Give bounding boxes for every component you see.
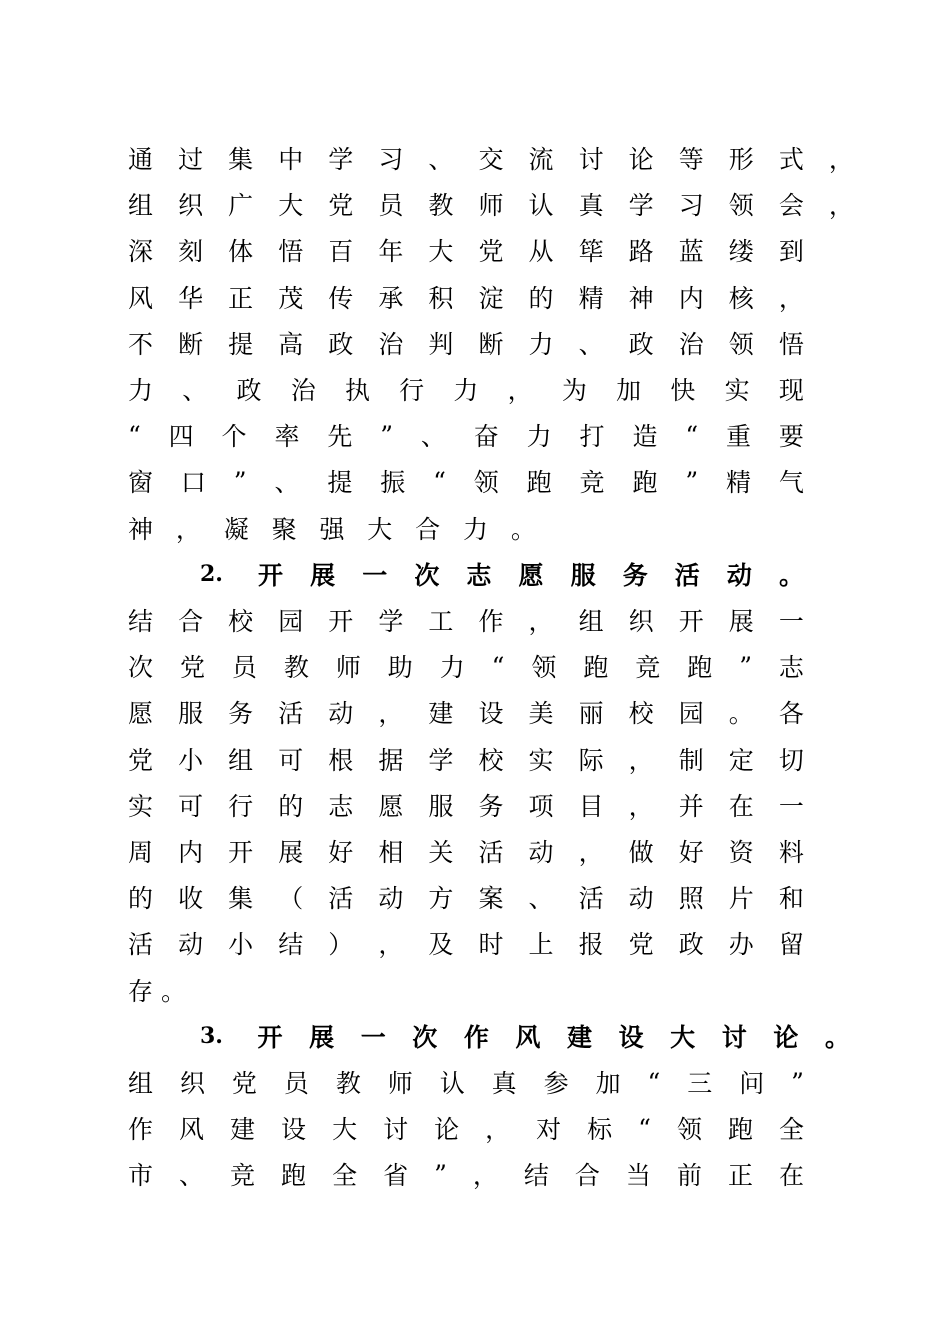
paragraph-line: 不 断 提 高 政 治 判 断 力 、 政 治 领 悟	[128, 330, 804, 359]
paragraph-line: 组 织 党 员 教 师 认 真 参 加 “ 三 问 ”	[128, 1067, 804, 1098]
paragraph-line: 作 风 建 设 大 讨 论 ， 对 标 “ 领 跑 全	[128, 1113, 804, 1144]
paragraph-line: 实 可 行 的 志 愿 服 务 项 目 ， 并 在 一	[128, 792, 804, 821]
paragraph-line: 风 华 正 茂 传 承 积 淀 的 精 神 内 核 ，	[128, 284, 804, 313]
paragraph-line: 次 党 员 教 师 助 力 “ 领 跑 竞 跑 ” 志	[128, 651, 804, 682]
paragraph-line: 窗 口 ” 、 提 振 “ 领 跑 竞 跑 ” 精 气	[128, 466, 804, 497]
paragraph-line: 通 过 集 中 学 习 、 交 流 讨 论 等 形 式 ，	[128, 145, 854, 174]
section-heading-3: 3. 开 展 一 次 作 风 建 设 大 讨 论 。	[200, 1023, 850, 1052]
section-heading-2: 2. 开 展 一 次 志 愿 服 务 活 动 。	[200, 561, 804, 590]
paragraph-line: 活 动 小 结 ） ， 及 时 上 报 党 政 办 留	[128, 930, 804, 959]
paragraph-line: 深 刻 体 悟 百 年 大 党 从 筚 路 蓝 缕 到	[128, 237, 804, 266]
heading-number: 3.	[200, 1023, 223, 1049]
paragraph-line: 党 小 组 可 根 据 学 校 实 际 ， 制 定 切	[128, 746, 804, 775]
heading-number: 2.	[200, 561, 223, 587]
paragraph-line: 愿 服 务 活 动 ， 建 设 美 丽 校 园 。 各	[128, 699, 804, 728]
paragraph-line: 的 收 集 （ 活 动 方 案 、 活 动 照 片 和	[128, 884, 804, 913]
paragraph-line: 市 、 竞 跑 全 省 ” ， 结 合 当 前 正 在	[128, 1159, 804, 1190]
paragraph-line: 结 合 校 园 开 学 工 作 ， 组 织 开 展 一	[128, 607, 804, 636]
paragraph-line: 存 。	[128, 977, 186, 1006]
paragraph-line: 组 织 广 大 党 员 教 师 认 真 学 习 领 会 ，	[128, 191, 854, 220]
paragraph-line: “ 四 个 率 先 ” 、 奋 力 打 造 “ 重 要	[128, 420, 804, 451]
paragraph-line: 神 ， 凝 聚 强 大 合 力 。	[128, 515, 536, 544]
paragraph-line: 力 、 政 治 执 行 力 ， 为 加 快 实 现	[128, 376, 804, 405]
paragraph-line: 周 内 开 展 好 相 关 活 动 ， 做 好 资 料	[128, 838, 804, 867]
